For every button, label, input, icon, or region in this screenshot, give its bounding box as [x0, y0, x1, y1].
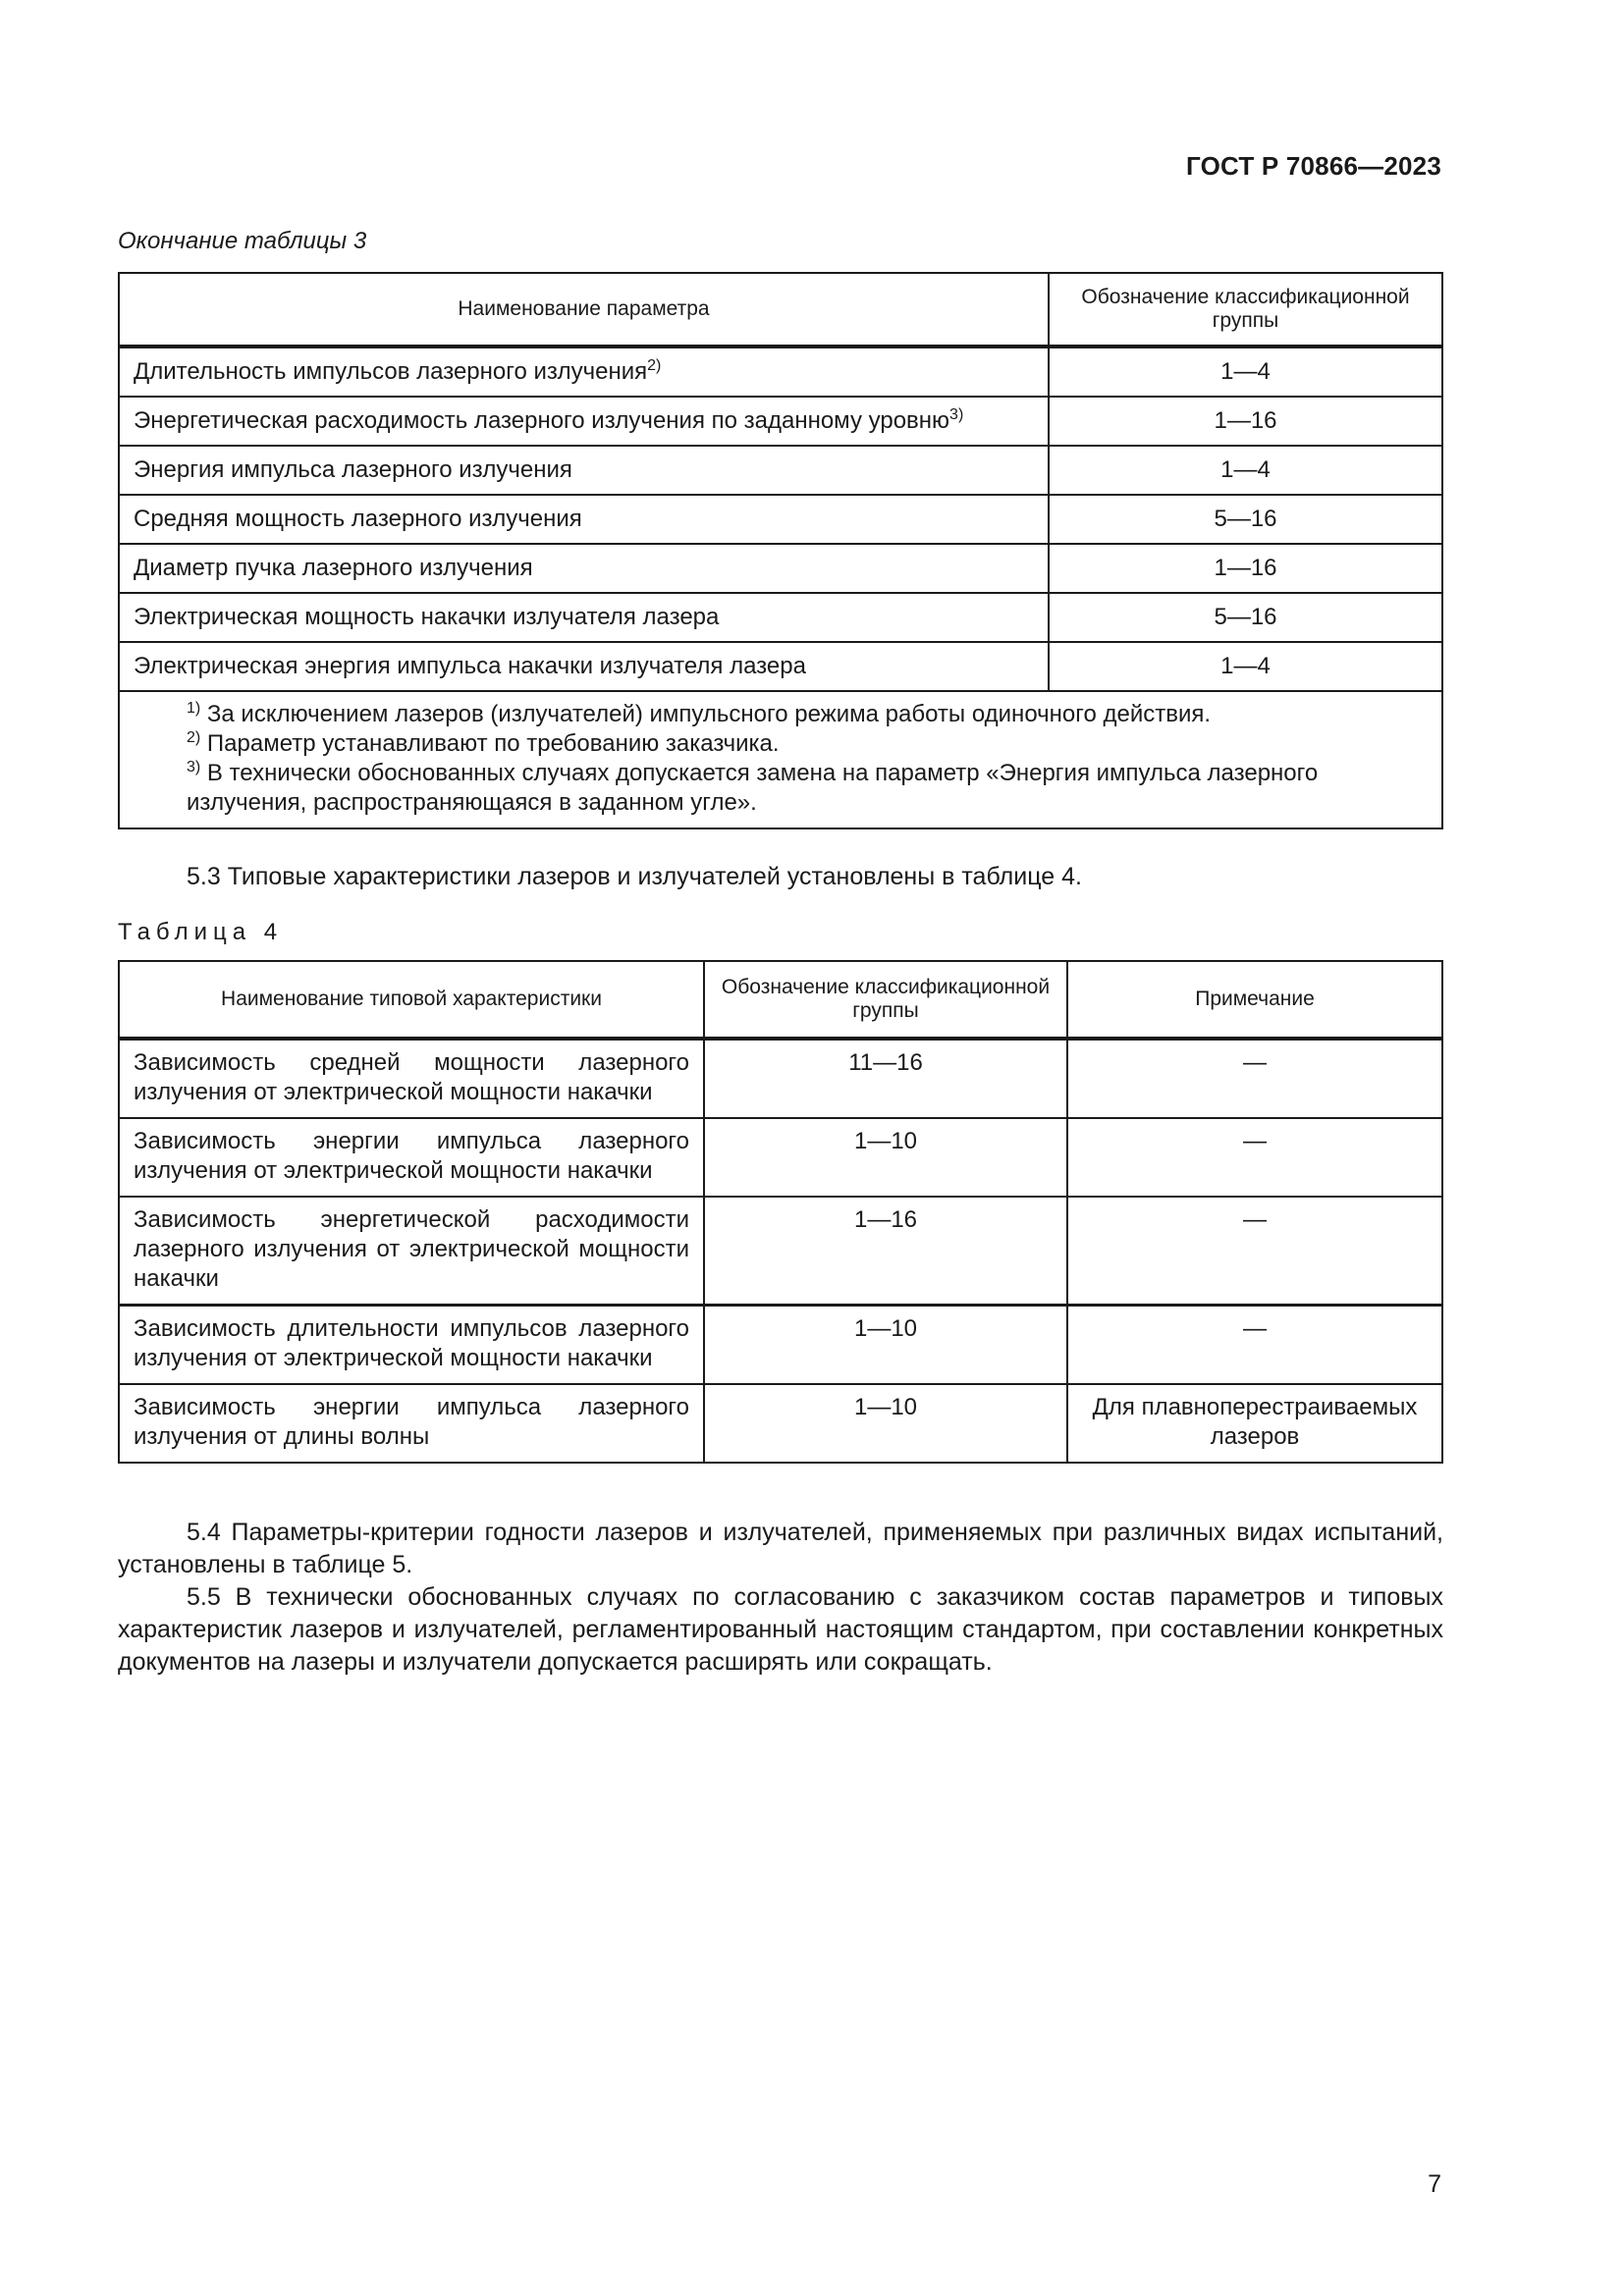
footnote: $^{3)}$ В технически обоснованных случаях допускается замена на параметр «Энергия импульса лазерного излучения, распространяющаяся в заданном угле».	[187, 759, 1319, 816]
footnote: $^{1)}$ За исключением лазеров (излучателей) импульсного режима работы одиночного действия.	[187, 700, 1212, 727]
table-cell-name: Средняя мощность лазерного излучения	[119, 495, 1049, 544]
table-footnotes-row	[119, 691, 1442, 828]
table-row	[119, 593, 1442, 642]
table-row	[119, 397, 1442, 446]
table-cell-group: 1—10	[704, 1384, 1067, 1463]
table-cell-name: Зависимость энергии импульса лазерного излучения от электрической мощности накачки	[119, 1118, 704, 1197]
table-cell-group: 1—4	[1049, 446, 1442, 495]
table-row	[119, 1306, 1442, 1385]
paragraph-5-3: 5.3 Типовые характеристики лазеров и излучателей установлены в таблице 4.	[187, 863, 1082, 890]
table-header-row	[119, 273, 1442, 347]
table-row	[119, 1039, 1442, 1118]
table-cell-name: Диаметр пучка лазерного излучения	[119, 544, 1049, 593]
table-cell-group: 1—4	[1049, 347, 1442, 397]
table-cell-note: —	[1067, 1118, 1442, 1197]
table-cell-note: Для плавноперестраиваемых лазеров	[1067, 1384, 1442, 1463]
table-cell-name: Зависимость средней мощности лазерного излучения от электрической мощности накачки	[119, 1039, 704, 1118]
table-footnotes	[119, 691, 1442, 828]
table-header-cell: Обозначение классификационной группы	[704, 961, 1067, 1039]
table-cell-group: 11—16	[704, 1039, 1067, 1118]
table-cell-name: Энергия импульса лазерного излучения	[119, 446, 1049, 495]
table-row	[119, 642, 1442, 691]
table-cell-group: 1—10	[704, 1306, 1067, 1385]
table-row	[119, 495, 1442, 544]
table-cell-note: —	[1067, 1039, 1442, 1118]
table-row	[119, 1118, 1442, 1197]
table-header-row	[119, 961, 1442, 1039]
table-cell-name: Зависимость энергетической расходимости лазерного излучения от электрической мощности накачки	[119, 1197, 704, 1306]
table-header-cell: Наименование типовой характеристики	[119, 961, 704, 1039]
table-header-cell: Обозначение классификационной группы	[1049, 273, 1442, 347]
table-cell-note: —	[1067, 1197, 1442, 1306]
table-cell-name: Зависимость длительности импульсов лазерного излучения от электрической мощности накачки	[119, 1306, 704, 1385]
table-row	[119, 446, 1442, 495]
table-cell-group: 1—4	[1049, 642, 1442, 691]
table-row	[119, 347, 1442, 397]
paragraph-5-5: 5.5 В технически обоснованных случаях по согласованию с заказчиком состав параметров и типовых характеристик лазеров и излучателей, регламентированный настоящим стандартом, при составлении конкретных документов на лазеры и излучатели допускается расширять или сокращать.	[118, 1583, 1443, 1676]
table3-continuation-caption: Окончание таблицы 3	[118, 228, 367, 254]
table-cell-name: Зависимость энергии импульса лазерного излучения от длины волны	[119, 1384, 704, 1463]
table-cell-name: Энергетическая расходимость лазерного излучения по заданному уровню$^{3)}$	[119, 397, 1049, 446]
paragraph-5-4: 5.4 Параметры-критерии годности лазеров и излучателей, применяемых при различных видах испытаний, установлены в таблице 5.	[118, 1519, 1443, 1578]
page-number: 7	[1428, 2170, 1441, 2198]
table-cell-group: 1—16	[704, 1197, 1067, 1306]
table-cell-group: 1—10	[704, 1118, 1067, 1197]
footnote: $^{2)}$ Параметр устанавливают по требованию заказчика.	[187, 729, 780, 757]
table-cell-name: Длительность импульсов лазерного излучения$^{2)}$	[119, 347, 1049, 397]
table-3	[118, 272, 1443, 829]
table-4	[118, 960, 1443, 1464]
table-cell-group: 5—16	[1049, 593, 1442, 642]
table-cell-name: Электрическая энергия импульса накачки излучателя лазера	[119, 642, 1049, 691]
table-cell-group: 5—16	[1049, 495, 1442, 544]
table4-caption: Таблица 4	[118, 919, 284, 945]
document-code: ГОСТ Р 70866—2023	[1186, 151, 1441, 181]
table-row	[119, 1384, 1442, 1463]
table-cell-group: 1—16	[1049, 544, 1442, 593]
table-cell-name: Электрическая мощность накачки излучателя лазера	[119, 593, 1049, 642]
table-header-cell: Примечание	[1067, 961, 1442, 1039]
table-header-cell: Наименование параметра	[119, 273, 1049, 347]
table-row	[119, 544, 1442, 593]
table-row	[119, 1197, 1442, 1306]
table-cell-note: —	[1067, 1306, 1442, 1385]
table-cell-group: 1—16	[1049, 397, 1442, 446]
